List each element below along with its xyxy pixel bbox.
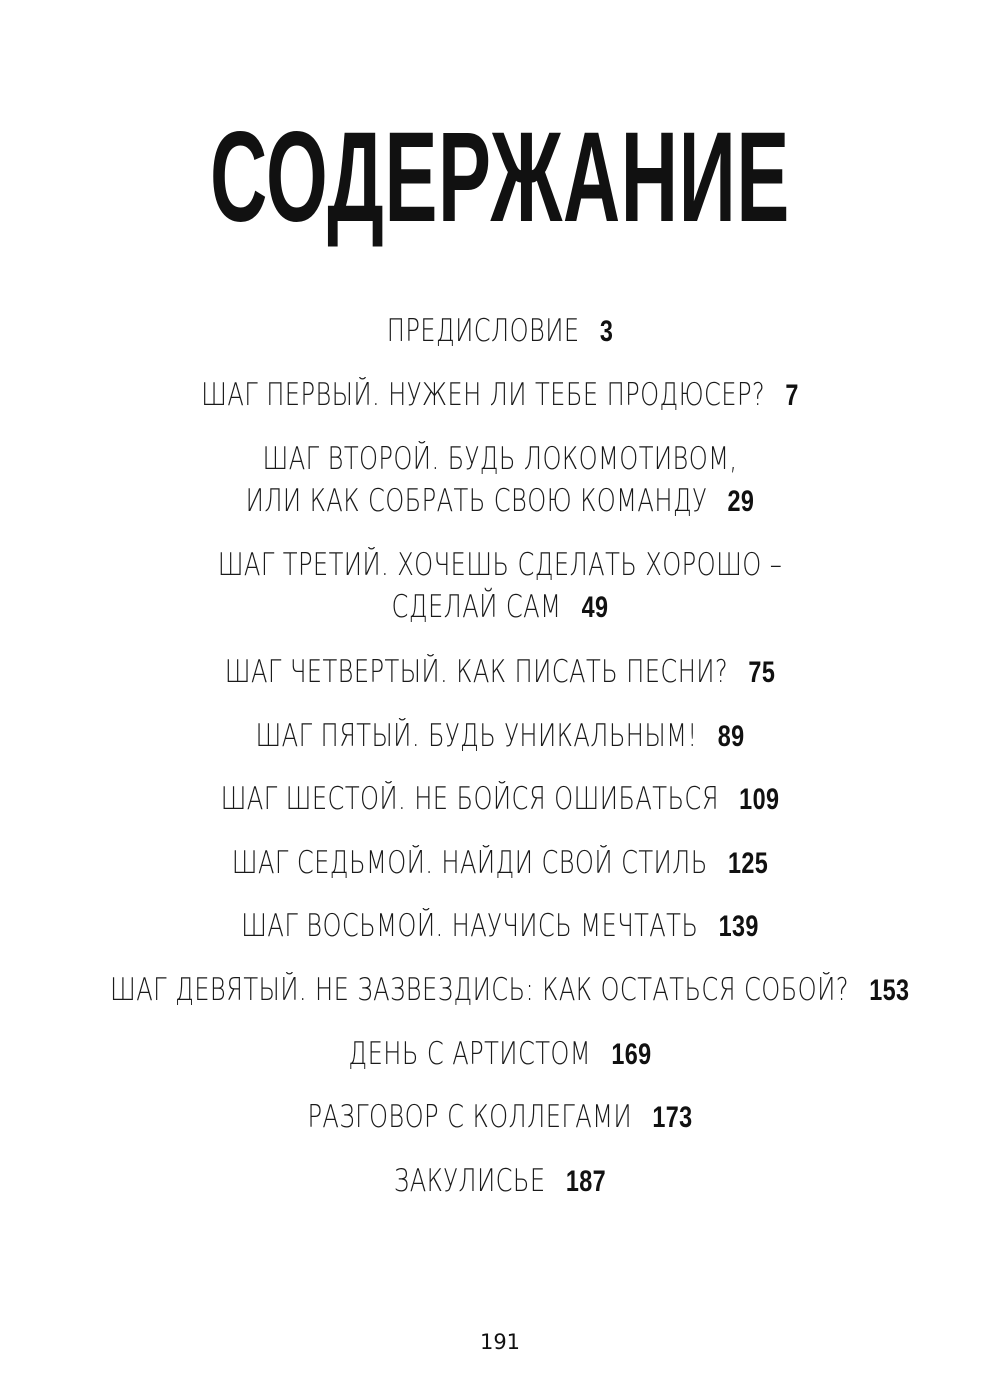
toc-entry[interactable] [110, 1033, 890, 1076]
toc-entry-title: ЗАКУЛИСЬЕ [393, 1163, 546, 1199]
toc-entry-line [110, 1033, 890, 1076]
toc-entry-line [110, 586, 890, 629]
toc-entry-title: ШАГ ВОСЬМОЙ. НАУЧИСЬ МЕЧТАТЬ [241, 908, 699, 944]
toc-entry-page: 173 [652, 1101, 693, 1134]
toc-entry-line [110, 715, 890, 758]
page-title: СОДЕРЖАНИЕ [210, 106, 790, 249]
toc-entry[interactable] [110, 1096, 890, 1139]
toc-entry-page: 49 [581, 591, 609, 624]
toc-entry-title: ПРЕДИСЛОВИЕ [386, 313, 580, 349]
toc-entry[interactable] [110, 778, 890, 821]
toc-entry-page: 3 [599, 315, 614, 348]
toc-entry-page: 187 [565, 1165, 607, 1198]
toc-entry-page: 75 [748, 656, 776, 689]
page-number: 191 [479, 1330, 521, 1354]
toc-entry-line [110, 310, 890, 353]
toc-entry-title: СДЕЛАЙ САМ [391, 589, 562, 625]
toc-entry[interactable] [110, 651, 890, 694]
toc-entry-page: 109 [739, 783, 780, 816]
toc-entry-page: 125 [727, 847, 769, 880]
toc-entry-title: ШАГ ЧЕТВЕРТЫЙ. КАК ПИСАТЬ ПЕСНИ? [224, 654, 729, 690]
toc-entry-line [110, 651, 890, 694]
toc-entry-title: ШАГ ШЕСТОЙ. НЕ БОЙСЯ ОШИБАТЬСЯ [220, 781, 719, 817]
toc-entry-title: ИЛИ КАК СОБРАТЬ СВОЮ КОМАНДУ [245, 483, 708, 519]
toc-entry[interactable] [110, 969, 910, 1012]
toc-entry-line [110, 544, 890, 586]
toc-entry-title: РАЗГОВОР С КОЛЛЕГАМИ [307, 1099, 633, 1135]
toc-entry-title: ШАГ ПЕРВЫЙ. НУЖЕН ЛИ ТЕБЕ ПРОДЮСЕР? [201, 377, 766, 413]
toc-entry[interactable] [110, 842, 890, 885]
toc-entry-page: 153 [869, 974, 910, 1007]
toc-entry-line [110, 438, 890, 480]
toc-entry-title: ШАГ СЕДЬМОЙ. НАЙДИ СВОЙ СТИЛЬ [231, 845, 708, 881]
toc-entry[interactable] [110, 374, 890, 417]
toc-entry-page: 7 [785, 379, 799, 412]
toc-entry-page: 139 [718, 910, 759, 943]
toc-entry-line [110, 374, 890, 417]
toc-entry-line [110, 778, 890, 821]
toc-entry-page: 169 [611, 1038, 652, 1071]
toc-entry[interactable] [110, 905, 890, 948]
toc-entry-line [110, 969, 910, 1012]
toc-entry-line [110, 480, 890, 523]
toc-entry-title: ДЕНЬ С АРТИСТОМ [348, 1036, 592, 1072]
toc-entry-title: ШАГ ВТОРОЙ. БУДЬ ЛОКОМОТИВОМ, [262, 441, 738, 477]
toc-entry-line [110, 905, 890, 948]
toc-entry[interactable] [110, 438, 890, 523]
toc-entry-line [110, 842, 890, 885]
toc-entry-page: 29 [727, 485, 755, 518]
toc-entry[interactable] [110, 1160, 890, 1203]
toc-entry-line [110, 1160, 890, 1203]
toc-entry-title: ШАГ ТРЕТИЙ. ХОЧЕШЬ СДЕЛАТЬ ХОРОШО – [217, 547, 783, 583]
toc-entry[interactable] [110, 310, 890, 353]
toc-entry[interactable] [110, 715, 890, 758]
toc-entry-title: ШАГ ДЕВЯТЫЙ. НЕ ЗАЗВЕЗДИСЬ: КАК ОСТАТЬСЯ СОБОЙ? [110, 972, 849, 1008]
toc-entry[interactable] [110, 544, 890, 629]
toc-entry-line [110, 1096, 890, 1139]
toc-entry-title: ШАГ ПЯТЫЙ. БУДЬ УНИКАЛЬНЫМ! [255, 718, 698, 754]
toc-entry-page: 89 [717, 720, 745, 753]
